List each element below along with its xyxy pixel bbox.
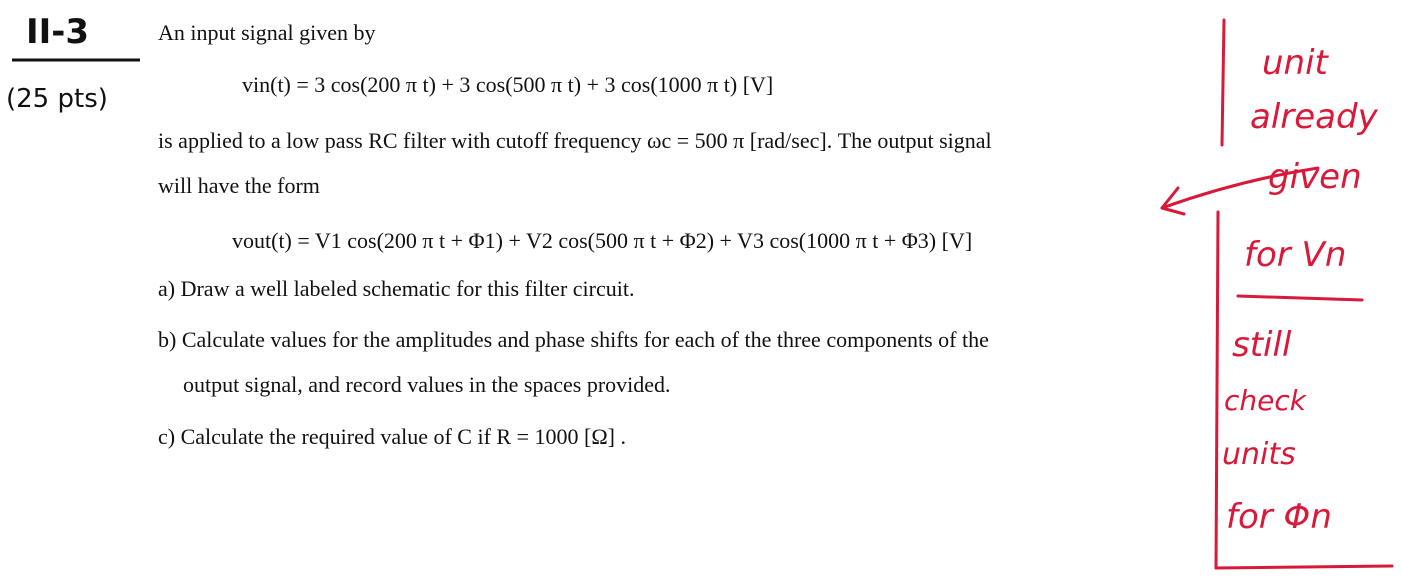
note-already: already [1250,97,1378,137]
part-b-text-line1: b) Calculate values for the amplitudes and phase shifts for each of the three components of the [158,327,989,352]
form-line: will have the form [158,173,320,198]
note-still: still [1232,325,1292,365]
part-b-text-line2: output signal, and record values in the spaces provided. [183,372,671,397]
output-signal-equation: vout(t) = V1 cos(200 π t + Φ1) + V2 cos(500 π t + Φ2) + V3 cos(1000 π t + Φ3) [V] [232,228,973,253]
problem-label: II-3 [26,12,90,52]
note-for-phi: for Φn [1226,497,1332,537]
note-unit: unit [1262,43,1328,83]
intro-line: An input signal given by [158,20,376,45]
note-for-vn: for Vn [1244,235,1347,275]
part-c-text: c) Calculate the required value of C if R = 1000 [Ω] . [158,424,626,449]
input-signal-equation: vin(t) = 3 cos(200 π t) + 3 cos(500 π t) + 3 cos(1000 π t) [V] [242,72,774,97]
filter-description-line: is applied to a low pass RC filter with cutoff frequency ωc = 500 π [rad/sec]. The output signal [158,128,992,153]
note-check: check [1224,384,1306,417]
part-a-text: a) Draw a well labeled schematic for this filter circuit. [158,276,635,301]
note-given: given [1268,157,1362,197]
note-units: units [1222,437,1296,472]
problem-points: (25 pts) [6,84,108,114]
